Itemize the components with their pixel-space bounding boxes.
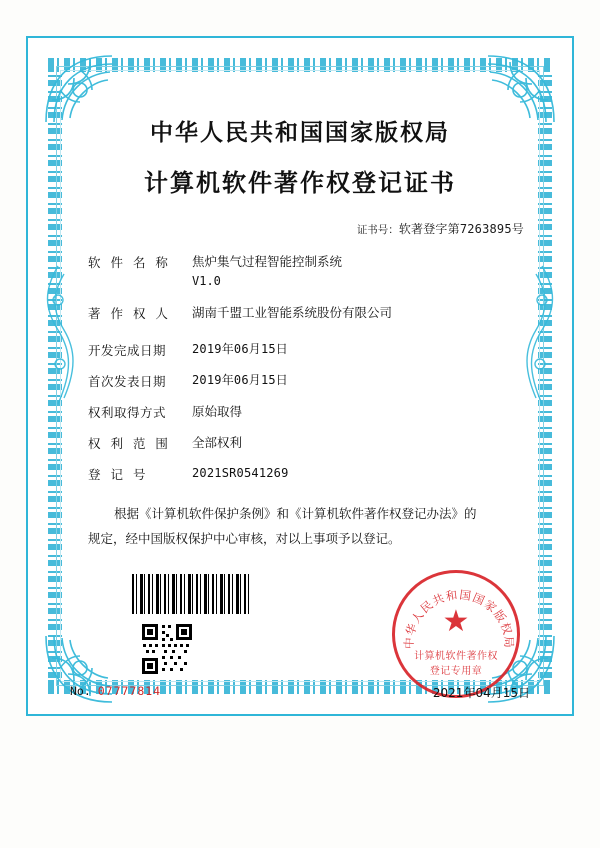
field-row <box>88 341 530 359</box>
statement-line-2: 规定，经中国版权保护中心审核，对以上事项予以登记。 <box>88 530 401 546</box>
certificate-number-label: 证书号： <box>356 224 399 236</box>
field-label: 软 件 名 称 <box>88 255 171 270</box>
field-label: 登 记 号 <box>88 466 149 482</box>
field-row <box>88 465 530 483</box>
field-row <box>88 253 530 291</box>
field-value: 原始取得 <box>192 403 243 419</box>
field-value-version: V1.0 <box>192 274 221 289</box>
barcode <box>132 574 250 614</box>
field-value: 湖南千盟工业智能系统股份有限公司 <box>192 304 393 320</box>
official-seal <box>392 570 520 698</box>
field-label: 著 作 权 人 <box>88 305 171 321</box>
statement-line-1: 根据《计算机软件保护条例》和《计算机软件著作权登记办法》的 <box>114 505 477 521</box>
serial-number <box>70 684 161 698</box>
issuer-title: 中华人民共和国国家版权局 <box>150 119 450 146</box>
certificate-number <box>70 220 530 237</box>
registration-statement <box>70 501 530 551</box>
field-value: 2021SR0541269 <box>192 465 289 480</box>
field-value: 2019年06月15日 <box>192 341 288 356</box>
serial-number-label: No. <box>70 684 91 698</box>
bottom-area <box>70 570 530 690</box>
field-list <box>70 253 530 483</box>
field-value: 2019年06月15日 <box>192 372 288 387</box>
certificate-title: 计算机软件著作权登记证书 <box>144 168 456 197</box>
field-row <box>88 372 530 390</box>
field-value-text: 焦炉集气过程智能控制系统 <box>192 254 343 269</box>
issue-date: 2021年04月15日 <box>432 686 530 700</box>
field-row <box>88 403 530 421</box>
field-value <box>192 253 530 291</box>
certificate-number-value: 软著登字第7263895号 <box>398 222 524 236</box>
seal-line-2: 登记专用章 <box>429 666 483 677</box>
field-label: 权 利 范 围 <box>88 435 171 451</box>
field-value: 全部权利 <box>192 434 243 450</box>
field-label: 权利取得方式 <box>88 404 167 420</box>
serial-number-value: 07777814 <box>97 684 162 698</box>
field-label: 开发完成日期 <box>88 342 167 358</box>
field-row <box>88 304 530 322</box>
qr-code <box>140 622 194 676</box>
seal-line-1: 计算机软件著作权 <box>414 651 498 662</box>
svg-text:中华人民共和国国家版权局: 中华人民共和国国家版权局 <box>401 587 517 650</box>
star-icon: ★ <box>442 605 470 638</box>
field-row <box>88 434 530 452</box>
field-label: 首次发表日期 <box>88 373 167 389</box>
